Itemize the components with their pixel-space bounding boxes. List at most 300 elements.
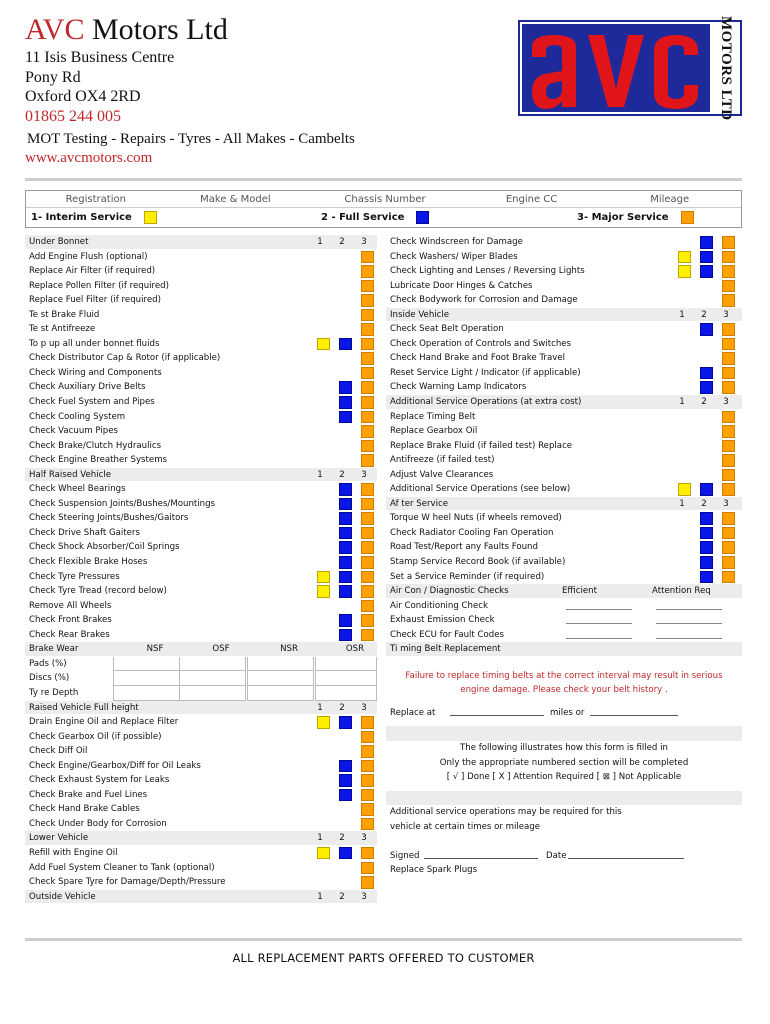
checklist-row [386, 439, 742, 454]
major-checkbox[interactable] [361, 716, 374, 729]
major-checkbox[interactable] [722, 527, 735, 540]
major-checkbox[interactable] [722, 454, 735, 467]
major-checkbox[interactable] [722, 265, 735, 278]
section-header [25, 831, 377, 846]
major-checkbox[interactable] [722, 323, 735, 336]
aircon-item-label: Check ECU for Fault Codes [390, 629, 505, 640]
full-checkbox[interactable] [700, 236, 713, 249]
major-checkbox[interactable] [722, 251, 735, 264]
full-checkbox[interactable] [700, 265, 713, 278]
checklist-item-label: Check Operation of Controls and Switches [390, 338, 572, 349]
attention-line[interactable] [656, 599, 722, 610]
address-line-1: 11 Isis Business Centre [25, 49, 175, 66]
checklist-item-label: Check Tyre Tread (record below) [29, 586, 167, 597]
full-checkbox[interactable] [700, 541, 713, 554]
interim-checkbox[interactable] [317, 571, 330, 584]
major-checkbox[interactable] [361, 614, 374, 627]
checklist-row [25, 555, 377, 570]
signed-label: Signed [390, 850, 420, 861]
full-service-option[interactable] [321, 211, 429, 224]
major-checkbox[interactable] [361, 454, 374, 467]
column-number: 2 [339, 237, 345, 247]
major-checkbox[interactable] [722, 571, 735, 584]
brake-measure-cell[interactable] [247, 671, 314, 686]
checklist-item-label: Check Gearbox Oil (if possible) [29, 731, 162, 742]
checklist-item-label: Add Fuel System Cleaner to Tank (optional) [29, 862, 215, 873]
checklist-item-label: Check Drive Shaft Gaiters [29, 527, 140, 538]
company-name [25, 12, 505, 48]
checklist-item-label: Drain Engine Oil and Replace Filter [29, 717, 179, 728]
major-checkbox[interactable] [361, 440, 374, 453]
section-title: Inside Vehicle [390, 309, 450, 320]
column-number: 2 [339, 702, 345, 713]
section-header [386, 497, 742, 512]
checklist-item-label: Add Engine Flush (optional) [29, 251, 148, 262]
company-name-rest: Motors Ltd [84, 13, 228, 46]
full-checkbox[interactable] [700, 527, 713, 540]
checklist-row [386, 366, 742, 381]
major-checkbox[interactable] [722, 425, 735, 438]
checklist-item-label: Set a Service Reminder (if required) [390, 571, 545, 582]
vehicle-field-labels [26, 191, 741, 208]
checklist-item-label: Check Under Body for Corrosion [29, 818, 167, 829]
brake-measure-cell[interactable] [315, 686, 377, 701]
checklist-row [386, 250, 742, 265]
major-checkbox[interactable] [361, 309, 374, 322]
full-checkbox[interactable] [700, 323, 713, 336]
instructions-line-2: Only the appropriate numbered section will be completed [439, 757, 689, 768]
checklist-row [386, 468, 742, 483]
major-checkbox[interactable] [361, 323, 374, 336]
brake-measure-cell[interactable] [113, 657, 180, 672]
checklist-row [386, 293, 742, 308]
checklist-row [25, 293, 377, 308]
full-checkbox[interactable] [339, 847, 352, 860]
full-checkbox[interactable] [700, 381, 713, 394]
checklist-item-label: Check Engine Breather Systems [29, 455, 168, 466]
column-number: 1 [679, 397, 685, 408]
full-checkbox[interactable] [339, 571, 352, 584]
brake-wear-header [25, 642, 377, 657]
checklist-item-label: Check Distributor Cap & Rotor (if applicable) [29, 353, 221, 364]
checklist-item-label: Check Engine/Gearbox/Diff for Oil Leaks [29, 760, 201, 771]
date-label: Date [546, 850, 567, 861]
brake-measure-cell[interactable] [113, 671, 180, 686]
checklist-row [25, 570, 377, 585]
checklist-row [25, 628, 377, 643]
brake-column-header: OSF [212, 644, 230, 655]
column-number: 1 [317, 469, 323, 480]
column-number: 3 [361, 469, 367, 480]
checklist-item-label: Check Steering Joints/Bushes/Gaitors [29, 513, 189, 524]
section-title: Raised Vehicle Full height [29, 702, 139, 713]
checklist-row [386, 511, 742, 526]
column-number: 2 [701, 498, 707, 509]
major-checkbox[interactable] [361, 862, 374, 875]
service-type-row [26, 208, 741, 227]
checklist-row [25, 759, 377, 774]
right-checklist [386, 235, 742, 878]
checklist-row [25, 322, 377, 337]
efficient-line[interactable] [566, 599, 632, 610]
major-checkbox[interactable] [361, 251, 374, 264]
full-checkbox[interactable] [700, 367, 713, 380]
footer-note: ALL REPLACEMENT PARTS OFFERED TO CUSTOMER [232, 951, 535, 965]
major-checkbox[interactable] [722, 236, 735, 249]
brake-column-header: OSR [345, 644, 365, 655]
checklist-row [25, 424, 377, 439]
checklist-item-label: Te st Brake Fluid [29, 309, 100, 320]
column-number: 2 [339, 469, 345, 480]
major-checkbox[interactable] [722, 483, 735, 496]
checklist-row [25, 511, 377, 526]
checklist-item-label: Check Cooling System [29, 411, 126, 422]
brake-measure-cell[interactable] [179, 657, 246, 672]
brake-measure-row [25, 686, 377, 701]
checklist-item-label: Check Windscreen for Damage [390, 237, 523, 247]
major-checkbox[interactable] [361, 280, 374, 293]
services-tagline: MOT Testing - Repairs - Tyres - All Makes - Cambelts [27, 130, 355, 147]
replace-at-label: Replace at [390, 707, 436, 718]
date-field[interactable] [568, 849, 684, 859]
efficient-label: Efficient [562, 586, 597, 597]
major-checkbox[interactable] [361, 789, 374, 802]
full-checkbox[interactable] [700, 556, 713, 569]
major-checkbox[interactable] [361, 541, 374, 554]
checklist-item-label: Check Vacuum Pipes [29, 426, 118, 437]
checklist-row [386, 482, 742, 497]
major-checkbox[interactable] [722, 280, 735, 293]
full-checkbox[interactable] [339, 614, 352, 627]
checklist-item-label: Check Lighting and Lenses / Reversing Lights [390, 266, 585, 277]
major-checkbox[interactable] [722, 541, 735, 554]
top-divider [25, 178, 742, 181]
checklist-row [25, 526, 377, 541]
brake-measure-row [25, 657, 377, 672]
brake-column-header: NSF [146, 644, 164, 655]
checklist-row [25, 337, 377, 352]
column-number: 2 [701, 397, 707, 408]
instructions-bar-top [386, 726, 742, 741]
major-checkbox[interactable] [722, 338, 735, 351]
aircon-header [386, 584, 742, 599]
aircon-row [386, 599, 742, 614]
major-checkbox[interactable] [361, 498, 374, 511]
major-checkbox[interactable] [361, 512, 374, 525]
checklist-row [25, 395, 377, 410]
column-number: 3 [361, 833, 367, 844]
major-checkbox[interactable] [361, 731, 374, 744]
full-checkbox[interactable] [339, 396, 352, 409]
full-checkbox[interactable] [700, 251, 713, 264]
attention-line[interactable] [656, 628, 722, 639]
section-header [386, 308, 742, 323]
aircon-row [386, 628, 742, 643]
checklist-row [386, 453, 742, 468]
section-header [25, 701, 377, 716]
section-title: Outside Vehicle [29, 891, 96, 902]
website-link[interactable]: www.avcmotors.com [25, 149, 153, 166]
full-checkbox[interactable] [339, 716, 352, 729]
address-line-2: Pony Rd [25, 68, 81, 86]
signature-field[interactable] [424, 849, 538, 859]
section-header [25, 235, 377, 250]
major-checkbox[interactable] [722, 352, 735, 365]
checklist-row [25, 599, 377, 614]
company-header [25, 12, 505, 167]
checklist-row [386, 322, 742, 337]
efficient-line[interactable] [566, 628, 632, 639]
major-checkbox[interactable] [361, 352, 374, 365]
signature-row [386, 849, 742, 864]
checklist-item-label: Torque W heel Nuts (if wheels removed) [390, 513, 562, 524]
checklist-row [386, 279, 742, 294]
full-checkbox[interactable] [339, 381, 352, 394]
phone-number: 01865 244 005 [25, 107, 121, 125]
major-checkbox[interactable] [722, 512, 735, 525]
interim-checkbox[interactable] [678, 483, 691, 496]
full-checkbox[interactable] [339, 556, 352, 569]
section-title: Under Bonnet [29, 237, 89, 247]
full-checkbox[interactable] [700, 571, 713, 584]
checklist-row [25, 439, 377, 454]
brake-measure-cell[interactable] [247, 657, 314, 672]
major-checkbox[interactable] [361, 774, 374, 787]
instructions-line-1: The following illustrates how this form is filled in [460, 742, 668, 753]
major-checkbox[interactable] [361, 294, 374, 307]
checklist-item-label: Check Spare Tyre for Damage/Depth/Pressure [29, 877, 226, 888]
timing-warning-line-1: Failure to replace timing belts at the correct interval may result in serious [405, 670, 723, 681]
major-checkbox[interactable] [361, 571, 374, 584]
column-number: 3 [723, 309, 729, 320]
major-checkbox[interactable] [361, 381, 374, 394]
major-checkbox[interactable] [361, 818, 374, 831]
additional-note-text-2: vehicle at certain times or mileage [390, 821, 541, 832]
checklist-row [25, 773, 377, 788]
interim-service-option[interactable] [31, 211, 157, 224]
miles-or-label: miles or [550, 707, 585, 718]
column-number: 2 [339, 833, 345, 844]
brake-measure-cell[interactable] [315, 657, 377, 672]
brake-wear-title: Brake Wear [29, 644, 79, 655]
checklist-item-label: Adjust Valve Clearances [390, 469, 494, 480]
checklist-row [25, 875, 377, 890]
replace-date-field[interactable] [590, 706, 678, 716]
brake-measure-cell[interactable] [179, 686, 246, 701]
logo-side-text: MOTORS LTD [718, 15, 734, 121]
major-checkbox[interactable] [722, 411, 735, 424]
major-checkbox[interactable] [722, 294, 735, 307]
checklist-row [25, 497, 377, 512]
full-checkbox[interactable] [339, 512, 352, 525]
major-checkbox[interactable] [722, 381, 735, 394]
major-checkbox[interactable] [361, 483, 374, 496]
full-checkbox[interactable] [339, 338, 352, 351]
checklist-row [25, 584, 377, 599]
major-service-option[interactable] [577, 211, 694, 224]
checklist-row [386, 235, 742, 250]
checklist-row [25, 308, 377, 323]
checklist-item-label: Check Seat Belt Operation [390, 324, 504, 335]
interim-service-swatch [144, 211, 157, 224]
checklist-item-label: Check Wheel Bearings [29, 484, 126, 495]
major-checkbox[interactable] [361, 556, 374, 569]
checklist-row [386, 570, 742, 585]
checklist-row [25, 715, 377, 730]
checklist-row [25, 410, 377, 425]
brake-measure-cell[interactable] [113, 686, 180, 701]
interim-checkbox[interactable] [317, 585, 330, 598]
left-checklist [25, 235, 377, 904]
timing-belt-header [386, 642, 742, 657]
additional-note-2 [386, 820, 742, 835]
major-checkbox[interactable] [361, 760, 374, 773]
timing-warning-line-2: engine damage. Please check your belt history . [460, 685, 668, 696]
checklist-item-label: Check Shock Absorber/Coil Springs [29, 542, 180, 553]
major-checkbox[interactable] [361, 585, 374, 598]
major-checkbox[interactable] [361, 396, 374, 409]
checklist-item-label: Check Wiring and Components [29, 367, 162, 378]
full-checkbox[interactable] [339, 541, 352, 554]
major-checkbox[interactable] [361, 367, 374, 380]
major-checkbox[interactable] [361, 876, 374, 889]
major-checkbox[interactable] [361, 600, 374, 613]
checklist-row [386, 380, 742, 395]
replace-miles-field[interactable] [450, 706, 544, 716]
aircon-row [386, 613, 742, 628]
interim-checkbox[interactable] [678, 265, 691, 278]
checklist-row [25, 788, 377, 803]
checklist-item-label: Stamp Service Record Book (if available) [390, 557, 566, 568]
checklist-item-label: Check Exhaust System for Leaks [29, 775, 170, 786]
full-checkbox[interactable] [700, 512, 713, 525]
efficient-line[interactable] [566, 613, 632, 624]
company-name-first: AVC [25, 13, 85, 46]
checklist-item-label: Check Bodywork for Corrosion and Damage [390, 295, 578, 306]
checklist-row [386, 540, 742, 555]
major-checkbox[interactable] [361, 411, 374, 424]
checklist-row [386, 410, 742, 425]
section-title: Lower Vehicle [29, 833, 89, 844]
checklist-row [25, 380, 377, 395]
checklist-item-label: Check Warning Lamp Indicators [390, 382, 527, 393]
section-title: Af ter Service [390, 498, 449, 509]
checklist-item-label: Check Suspension Joints/Bushes/Mountings [29, 498, 216, 509]
brake-column-header: NSR [280, 644, 298, 655]
checklist-row [25, 366, 377, 381]
checklist-row [25, 802, 377, 817]
section-title: Additional Service Operations (at extra cost) [390, 397, 582, 408]
checklist-item-label: Check Fuel System and Pipes [29, 397, 155, 408]
full-checkbox[interactable] [339, 411, 352, 424]
checklist-row [25, 861, 377, 876]
major-checkbox[interactable] [361, 803, 374, 816]
interim-checkbox[interactable] [317, 716, 330, 729]
major-checkbox[interactable] [361, 265, 374, 278]
checklist-item-label: Check Radiator Cooling Fan Operation [390, 527, 554, 538]
bottom-divider [25, 938, 742, 941]
full-checkbox[interactable] [339, 498, 352, 511]
checklist-item-label: Check Auxiliary Drive Belts [29, 382, 146, 393]
full-checkbox[interactable] [339, 789, 352, 802]
checklist-row [25, 482, 377, 497]
checklist-row [386, 264, 742, 279]
mileage-label: Mileage [650, 193, 690, 205]
full-checkbox[interactable] [339, 483, 352, 496]
checklist-item-label: Antifreeze (if failed test) [390, 455, 495, 466]
checklist-item-label: Replace Pollen Filter (if required) [29, 280, 169, 291]
brake-measure-cell[interactable] [315, 671, 377, 686]
checklist-row [25, 730, 377, 745]
column-number: 3 [361, 702, 367, 713]
checklist-item-label: Check Hand Brake Cables [29, 804, 140, 815]
major-checkbox[interactable] [722, 367, 735, 380]
column-number: 3 [723, 498, 729, 509]
interim-checkbox[interactable] [678, 251, 691, 264]
checklist-row [25, 250, 377, 265]
checklist-row [25, 817, 377, 832]
checklist-item-label: Reset Service Light / Indicator (if applicable) [390, 367, 581, 378]
major-checkbox[interactable] [361, 527, 374, 540]
checklist-item-label: Te st Antifreeze [29, 324, 96, 335]
instructions-legend: [ √ ] Done [ X ] Attention Required [ ⊠ ] Not Applicable [446, 772, 682, 783]
checklist-row [25, 613, 377, 628]
checklist-row [25, 279, 377, 294]
major-checkbox[interactable] [361, 847, 374, 860]
avc-logo [518, 15, 742, 121]
full-checkbox[interactable] [339, 760, 352, 773]
chassis-number-label: Chassis Number [344, 193, 426, 205]
interim-checkbox[interactable] [317, 338, 330, 351]
address-line-3: Oxford OX4 2RD [25, 88, 141, 105]
full-checkbox[interactable] [700, 483, 713, 496]
brake-measure-cell[interactable] [247, 686, 314, 701]
checklist-row [25, 540, 377, 555]
checklist-item-label: Lubricate Door Hinges & Catches [390, 280, 533, 291]
checklist-item-label: Check Hand Brake and Foot Brake Travel [390, 353, 565, 364]
checklist-item-label: Road Test/Report any Faults Found [390, 542, 538, 553]
column-number: 1 [679, 498, 685, 509]
full-checkbox[interactable] [339, 527, 352, 540]
brake-measure-label: Pads (%) [29, 658, 67, 669]
interim-checkbox[interactable] [317, 847, 330, 860]
major-checkbox[interactable] [361, 745, 374, 758]
checklist-item-label: Additional Service Operations (see below) [390, 484, 571, 495]
interim-service-label: 1- Interim Service [31, 212, 132, 223]
major-checkbox[interactable] [722, 440, 735, 453]
brake-measure-cell[interactable] [179, 671, 246, 686]
checklist-row [25, 264, 377, 279]
full-checkbox[interactable] [339, 629, 352, 642]
aircon-item-label: Air Conditioning Check [390, 600, 488, 611]
additional-note-text-1: Additional service operations may be required for this [390, 807, 622, 818]
logo-side-panel [711, 15, 740, 121]
full-checkbox[interactable] [339, 774, 352, 787]
major-checkbox[interactable] [361, 629, 374, 642]
major-checkbox[interactable] [361, 425, 374, 438]
checklist-item-label: To p up all under bonnet fluids [29, 338, 160, 349]
major-checkbox[interactable] [722, 469, 735, 482]
major-checkbox[interactable] [722, 556, 735, 569]
checklist-item-label: Remove All Wheels [29, 600, 112, 611]
checklist-row [386, 526, 742, 541]
vehicle-details-header [25, 190, 742, 228]
attention-line[interactable] [656, 613, 722, 624]
section-header [25, 468, 377, 483]
checklist-item-label: Replace Air Filter (if required) [29, 266, 156, 277]
major-checkbox[interactable] [361, 338, 374, 351]
full-checkbox[interactable] [339, 585, 352, 598]
